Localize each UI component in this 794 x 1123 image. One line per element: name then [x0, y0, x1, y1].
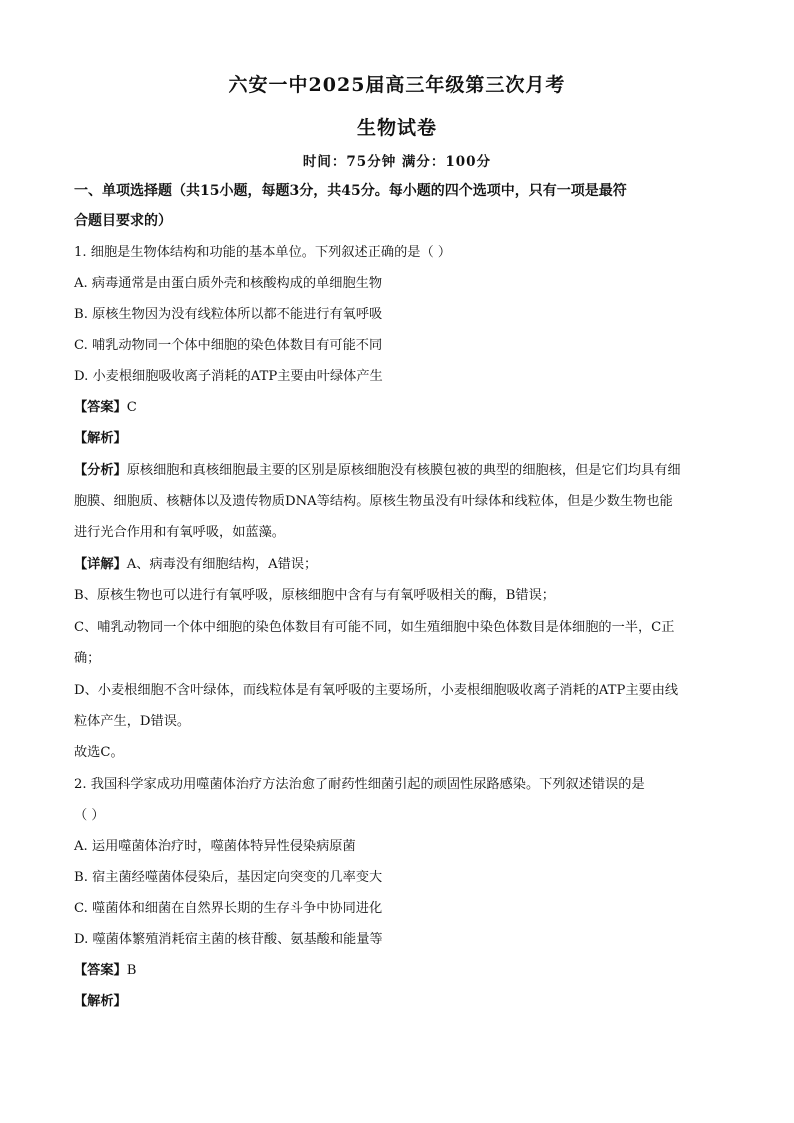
q2-stem-line2: （ ）	[74, 808, 105, 823]
answer-value: B	[126, 963, 137, 978]
q1-option-c: C. 哺乳动物同一个体中细胞的染色体数目有可能不同	[74, 338, 383, 353]
q1-fenxi-line1	[74, 462, 724, 480]
q1-xiangjie-line6: 粒体产生，D错误。	[74, 714, 191, 729]
answer-value: C	[126, 400, 137, 415]
q1-xiangjie-line4: 确；	[74, 651, 101, 666]
q1-option-b: B. 原核生物因为没有线粒体所以都不能进行有氧呼吸	[74, 307, 383, 322]
q2-stem-line1: 2. 我国科学家成功用噬菌体治疗方法治愈了耐药性细菌引起的顽固性尿路感染。下列叙述错误的是	[74, 777, 645, 792]
q2-option-d: D. 噬菌体繁殖消耗宿主菌的核苷酸、氨基酸和能量等	[74, 932, 383, 947]
q1-fenxi-line3: 进行光合作用和有氧呼吸，如蓝藻。	[74, 525, 285, 540]
q1-xiangjie-line2: B、原核生物也可以进行有氧呼吸，原核细胞中含有与有氧呼吸相关的酶，B错误；	[74, 588, 555, 603]
q1-xiangjie-line1	[74, 556, 724, 574]
fenxi-text: 原核细胞和真核细胞最主要的区别是原核细胞没有核膜包被的典型的细胞核，但是它们均具有细	[126, 463, 681, 478]
q1-stem: 1. 细胞是生物体结构和功能的基本单位。下列叙述正确的是（ ）	[74, 245, 452, 260]
q1-option-a: A. 病毒通常是由蛋白质外壳和核酸构成的单细胞生物	[74, 276, 383, 291]
xiangjie-text: A、病毒没有细胞结构，A错误；	[126, 557, 318, 572]
subject-title: 生物试卷	[356, 117, 437, 139]
q1-answer	[74, 399, 724, 417]
q2-option-c: C. 噬菌体和细菌在自然界长期的生存斗争中协同进化	[74, 901, 383, 916]
exam-title: 六安一中2025届高三年级第三次月考	[228, 74, 566, 96]
q2-option-a: A. 运用噬菌体治疗时，噬菌体特异性侵染病原菌	[74, 839, 356, 854]
answer-tag: 【答案】	[74, 963, 127, 978]
q1-analysis-tag: 【解析】	[74, 431, 127, 446]
section-heading-line1: 一、单项选择题（共15小题，每题3分，共45分。每小题的四个选项中，只有一项是最符	[74, 183, 627, 199]
q1-xiangjie-line5: D、小麦根细胞不含叶绿体，而线粒体是有氧呼吸的主要场所，小麦根细胞吸收离子消耗的ATP主要由线	[74, 683, 679, 698]
q2-answer	[74, 962, 724, 980]
q2-option-b: B. 宿主菌经噬菌体侵染后，基因定向突变的几率变大	[74, 870, 383, 885]
fenxi-tag: 【分析】	[74, 463, 127, 478]
q1-fenxi-line2: 胞膜、细胞质、核糖体以及遗传物质DNA等结构。原核生物虽没有叶绿体和线粒体，但是少数生物也能	[74, 494, 673, 509]
section-heading-line2: 合题目要求的）	[74, 213, 172, 229]
exam-meta: 时间：75分钟 满分：100分	[302, 154, 492, 170]
xiangjie-tag: 【详解】	[74, 557, 127, 572]
q1-conclusion: 故选C。	[74, 745, 124, 760]
q2-analysis-tag: 【解析】	[74, 994, 127, 1009]
q1-xiangjie-line3: C、哺乳动物同一个体中细胞的染色体数目有可能不同，如生殖细胞中染色体数目是体细胞的一半，C正	[74, 620, 675, 635]
q1-option-d: D. 小麦根细胞吸收离子消耗的ATP主要由叶绿体产生	[74, 369, 383, 384]
answer-tag: 【答案】	[74, 400, 127, 415]
